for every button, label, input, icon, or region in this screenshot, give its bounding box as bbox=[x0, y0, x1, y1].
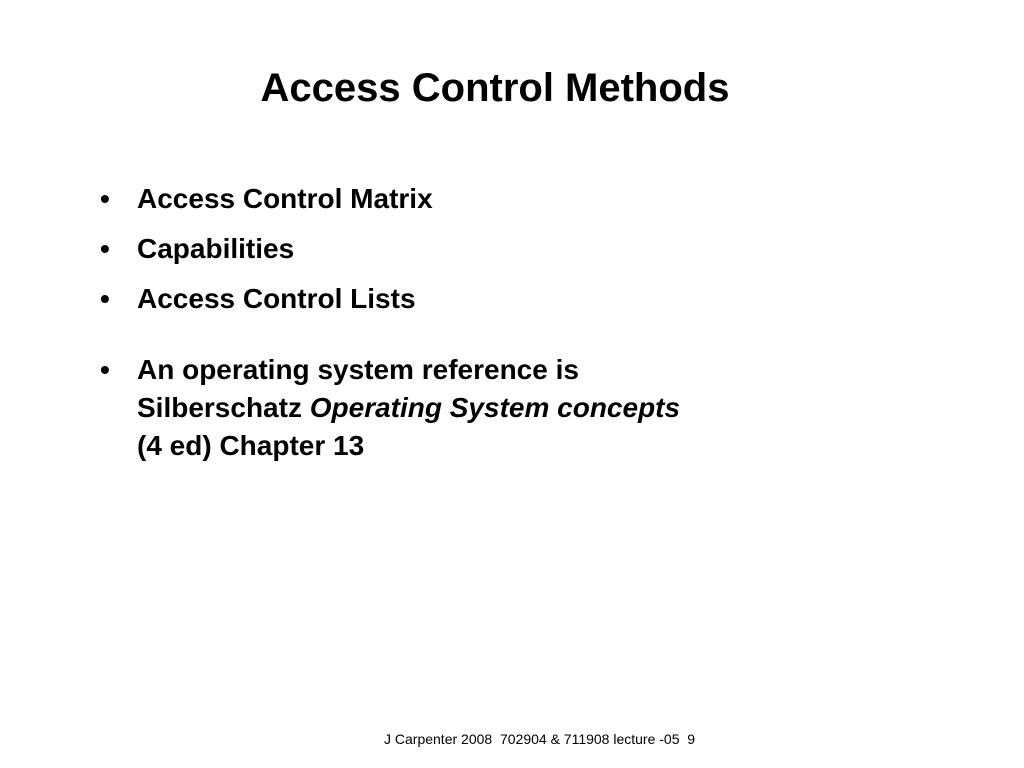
reference-book-title: Operating System concepts bbox=[309, 392, 681, 423]
bullet-text: Capabilities bbox=[137, 233, 295, 264]
slide-title: Access Control Methods bbox=[260, 66, 730, 110]
bullet-icon: • bbox=[100, 183, 110, 214]
bullet-icon: • bbox=[100, 283, 110, 314]
reference-line-2 bbox=[137, 389, 900, 427]
bullet-text: Access Control Matrix bbox=[137, 183, 433, 214]
bullet-text: Access Control Lists bbox=[137, 283, 416, 314]
reference-line-1: An operating system reference is bbox=[137, 354, 579, 385]
reference-author: Silberschatz bbox=[137, 392, 310, 423]
bullet-item bbox=[100, 180, 900, 218]
bullet-list bbox=[100, 180, 900, 477]
reference-line-3: (4 ed) Chapter 13 bbox=[137, 430, 365, 461]
bullet-icon: • bbox=[100, 354, 110, 385]
bullet-icon: • bbox=[100, 233, 110, 264]
bullet-item bbox=[100, 280, 900, 318]
reference-bullet bbox=[100, 351, 900, 465]
slide-footer: J Carpenter 2008 702904 & 711908 lecture -05 9 bbox=[384, 731, 696, 747]
bullet-item bbox=[100, 230, 900, 268]
